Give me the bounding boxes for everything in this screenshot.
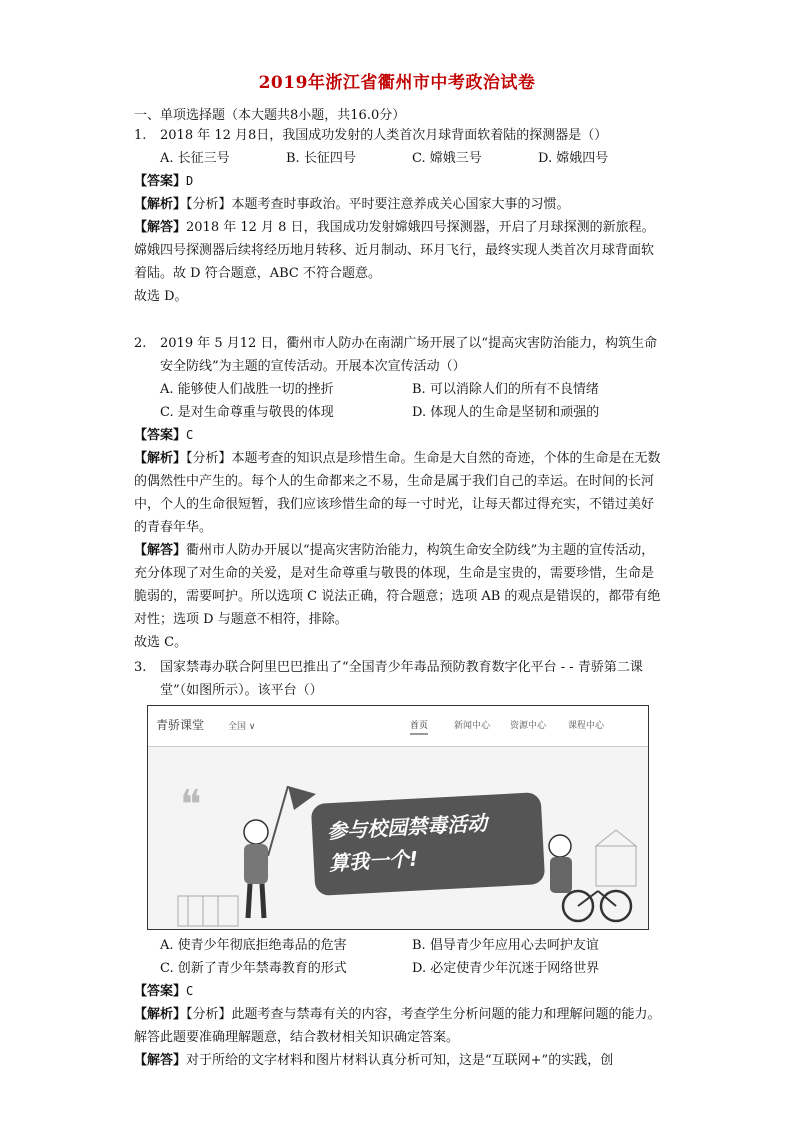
fenxi-label: 【分析】 [186,197,232,212]
answer-2 [134,424,664,447]
question-3-options [134,934,664,980]
jieda-text: 2018 年 12 月 8 日，我国成功发射嫦娥四号探测器，开启了月球探测的新旅程。嫦娥四号探测器后续将经历地月转移、近月制动、环月飞行，最终实现人类首次月球背面软着陆。故 D 符合题意，ABC 不符合题意。 [134,220,655,281]
option-c: C. 是对生命尊重与敬畏的体现 [160,405,334,420]
options-row [134,957,664,980]
analysis-3 [134,1003,664,1049]
fenxi-text: 本题考查时事政治。平时要注意养成关心国家大事的习惯。 [231,197,570,212]
figure-tab-courses: 课程中心 [568,721,605,731]
fenxi-text: 此题考查与禁毒有关的内容，考查学生分析问题的能力和理解问题的能力。解答此题要准确理解题意，结合教材相关知识确定答案。 [134,1007,661,1045]
analysis-label: 【解析】 [134,451,187,466]
analysis-2 [134,447,664,539]
section-heading: 一、单项选择题（本大题共8小题，共16.0分） [134,108,406,123]
jieda-3 [134,1049,664,1072]
option-c: C. 创新了青少年禁毒教育的形式 [160,961,347,976]
option-d: D. 嫦娥四号 [538,151,609,166]
analysis-1 [134,193,664,216]
girl-with-bicycle-icon [549,835,631,921]
option-a: A. 使青少年彻底拒绝毒品的危害 [160,938,347,953]
options-row [134,378,664,401]
question-stem: 2019 年 5 月12 日，衢州市人防办在南湖广场开展了以“提高灾害防治能力，构筑生命安全防线”为主题的宣传活动。开展本次宣传活动（） [160,336,658,374]
figure-tab-news: 新闻中心 [454,721,491,731]
question-1 [134,124,664,170]
answer-value: D [186,174,194,188]
boy-with-flag-icon [244,786,316,918]
jieda-text: 对于所给的文字材料和图片材料认真分析可知，这是“互联网+”的实践，创 [186,1053,614,1068]
platform-screenshot-figure [147,705,649,930]
answer-label: 【答案】 [134,174,187,189]
question-2 [134,332,664,424]
jieda-2 [134,539,664,631]
option-c: C. 嫦娥三号 [412,151,482,166]
jieda-1 [134,216,664,285]
options-row [134,401,664,424]
question-3 [134,656,664,702]
document-title: 2019年浙江省衢州市中考政治试卷 [258,73,536,93]
jieda-label: 【解答】 [134,220,187,235]
school-building-icon [178,896,238,926]
jieda-text: 衢州市人防办开展以“提高灾害防治能力，构筑生命安全防线”为主题的宣传活动，充分体现了对生命的关爱，是对生命尊重与敬畏的体现，生命是宝贵的，需要珍惜，生命是脆弱的，需要呵护。所以选项 C 说法正确，符合题意；选项 AB 的观点是错误的，都带有绝对性；选项 D 与题意不相符，排除。 [134,543,661,627]
analysis-label: 【解析】 [134,197,187,212]
options-row [134,934,664,957]
figure-tab-home: 首页 [410,718,428,735]
option-b: B. 可以消除人们的所有不良情绪 [412,382,599,397]
question-number: 1. [134,128,147,143]
figure-tab-resources: 资源中心 [510,721,547,731]
fenxi-text: 本题考查的知识点是珍惜生命。生命是大自然的奇迹，个体的生命是在无数的偶然性中产生的。每个人的生命都来之不易，生命是属于我们自己的幸运。在时间的长河中，个人的生命很短暂，我们应该珍惜生命的每一寸时光，让每天都过得充实，不错过美好的青春年华。 [134,451,661,535]
answer-3 [134,980,664,1003]
answer-label: 【答案】 [134,984,187,999]
option-d: D. 必定使青少年沉迷于网络世界 [412,961,600,976]
quote-mark-icon: ❝ [180,782,202,828]
answer-value: C [186,428,194,442]
question-number: 2. [134,336,147,351]
option-a: A. 长征三号 [160,151,230,166]
figure-logo: 青骄课堂 [156,718,205,732]
answer-1 [134,170,664,193]
banner-line-1: 参与校园禁毒活动 [326,810,488,844]
option-a: A. 能够使人们战胜一切的挫折 [160,382,334,397]
fenxi-label: 【分析】 [186,1007,232,1022]
question-stem: 2018 年 12 月8日，我国成功发射的人类首次月球背面软着陆的探测器是（） [160,128,608,143]
conclusion-2: 故选 C。 [134,635,188,650]
question-number: 3. [134,660,147,675]
figure-region-select: 全国 ∨ [228,722,256,732]
right-building-icon [596,830,636,886]
analysis-label: 【解析】 [134,1007,187,1022]
question-stem: 国家禁毒办联合阿里巴巴推出了“全国青少年毒品预防教育数字化平台 - - 青骄第二课堂”（如图所示）。该平台（） [160,660,643,698]
answer-value: C [186,984,194,998]
banner-line-2: 算我一个! [328,846,419,876]
option-b: B. 倡导青少年应用心去呵护友谊 [412,938,599,953]
fenxi-label: 【分析】 [186,451,232,466]
jieda-label: 【解答】 [134,543,187,558]
conclusion-1: 故选 D。 [134,289,188,304]
option-b: B. 长征四号 [286,151,356,166]
options-row [134,147,664,170]
figure-banner-text [326,805,529,879]
jieda-label: 【解答】 [134,1053,187,1068]
answer-label: 【答案】 [134,428,187,443]
option-d: D. 体现人的生命是坚韧和顽强的 [412,405,600,420]
